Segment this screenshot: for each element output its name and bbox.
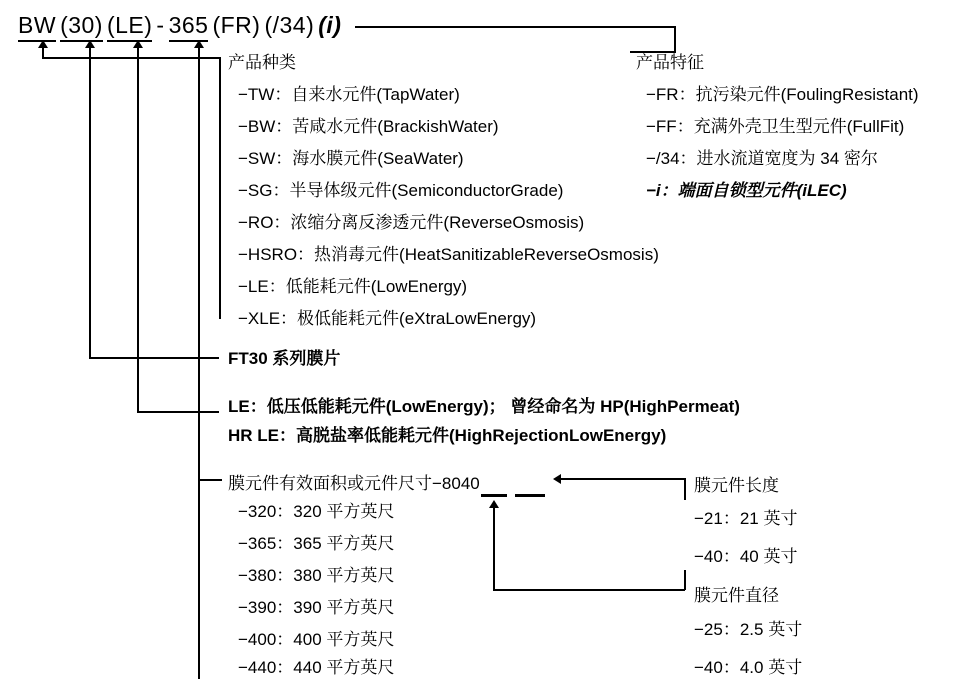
product-feature-item: −FR：抗污染元件(FoulingResistant) <box>646 85 919 104</box>
code-segment-bw: BW <box>18 12 56 42</box>
leader-length-h <box>560 478 685 480</box>
area-item: −400：400 平方英尺 <box>238 630 395 649</box>
area-item: −380：380 平方英尺 <box>238 566 395 585</box>
arrow-product-type <box>38 40 48 48</box>
arrow-energy-type <box>133 40 143 48</box>
product-feature-item: −/34：进水流道宽度为 34 密尔 <box>646 149 878 168</box>
leader-diameter-v <box>493 508 495 590</box>
leader-product-type-h <box>42 57 220 59</box>
area-item: −440：440 平方英尺 <box>238 658 395 677</box>
leader-series-v <box>89 48 91 358</box>
code-segment-dash: - <box>156 12 165 38</box>
code-segment-365: 365 <box>169 12 209 42</box>
area-item: −320：320 平方英尺 <box>238 502 395 521</box>
code-segment-le: (LE) <box>107 12 152 42</box>
leader-area-drop <box>198 479 200 679</box>
product-type-item: −LE：低能耗元件(LowEnergy) <box>238 277 468 296</box>
product-types-header: 产品种类 <box>228 53 296 72</box>
energy-type-line-1: LE：低压低能耗元件(LowEnergy)； 曾经命名为 HP(HighPermeat) <box>228 397 740 416</box>
leader-diameter-h <box>493 589 685 591</box>
length-section-header: 膜元件长度 <box>694 476 779 495</box>
arrow-area-size <box>194 40 204 48</box>
product-type-item: −RO：浓缩分离反渗透元件(ReverseOsmosis) <box>238 213 585 232</box>
diameter-item: −25：2.5 英寸 <box>694 620 803 639</box>
leader-product-type-drop <box>219 57 221 319</box>
leader-diameter-drop <box>684 570 686 590</box>
area-item: −365：365 平方英尺 <box>238 534 395 553</box>
code-segment-34: (/34) <box>264 12 315 38</box>
membrane-series-label <box>228 350 340 367</box>
leader-series-h <box>89 357 219 359</box>
leader-energy-h <box>137 411 219 413</box>
energy-type-line-2: HR LE：高脱盐率低能耗元件(HighRejectionLowEnergy) <box>228 426 667 445</box>
product-feature-item: −FF：充满外壳卫生型元件(FullFit) <box>646 117 905 136</box>
product-feature-item: −i：端面自锁型元件(iLEC) <box>646 181 847 200</box>
code-underline-40 <box>515 494 545 497</box>
feature-connector-horizontal <box>355 26 675 28</box>
diameter-section-header: 膜元件直径 <box>694 586 779 605</box>
area-section-header: 膜元件有效面积或元件尺寸−8040 <box>228 474 480 493</box>
leader-area-h <box>198 479 222 481</box>
membrane-series-text: FT30 系列膜片 <box>228 349 341 368</box>
product-type-item: −SG：半导体级元件(SemiconductorGrade) <box>238 181 564 200</box>
leader-energy-v <box>137 48 139 412</box>
length-item: −21：21 英寸 <box>694 509 798 528</box>
code-segment-30: (30) <box>60 12 103 42</box>
product-type-item: −TW：自来水元件(TapWater) <box>238 85 460 104</box>
product-features-header: 产品特征 <box>636 53 704 72</box>
product-code-line <box>18 12 345 42</box>
diameter-item: −40：4.0 英寸 <box>694 658 803 677</box>
code-segment-i: (i) <box>318 12 342 38</box>
leader-length-v <box>684 478 686 500</box>
leader-area-v <box>198 48 200 480</box>
area-item: −390：390 平方英尺 <box>238 598 395 617</box>
code-underline-80 <box>481 494 507 497</box>
product-type-item: −SW：海水膜元件(SeaWater) <box>238 149 464 168</box>
length-item: −40：40 英寸 <box>694 547 798 566</box>
product-type-item: −BW：苦咸水元件(BrackishWater) <box>238 117 499 136</box>
product-type-item: −HSRO：热消毒元件(HeatSanitizableReverseOsmosis) <box>238 245 659 264</box>
arrow-membrane-series <box>85 40 95 48</box>
arrow-diameter <box>489 500 499 508</box>
code-segment-fr: (FR) <box>212 12 261 38</box>
product-type-item: −XLE：极低能耗元件(eXtraLowEnergy) <box>238 309 537 328</box>
